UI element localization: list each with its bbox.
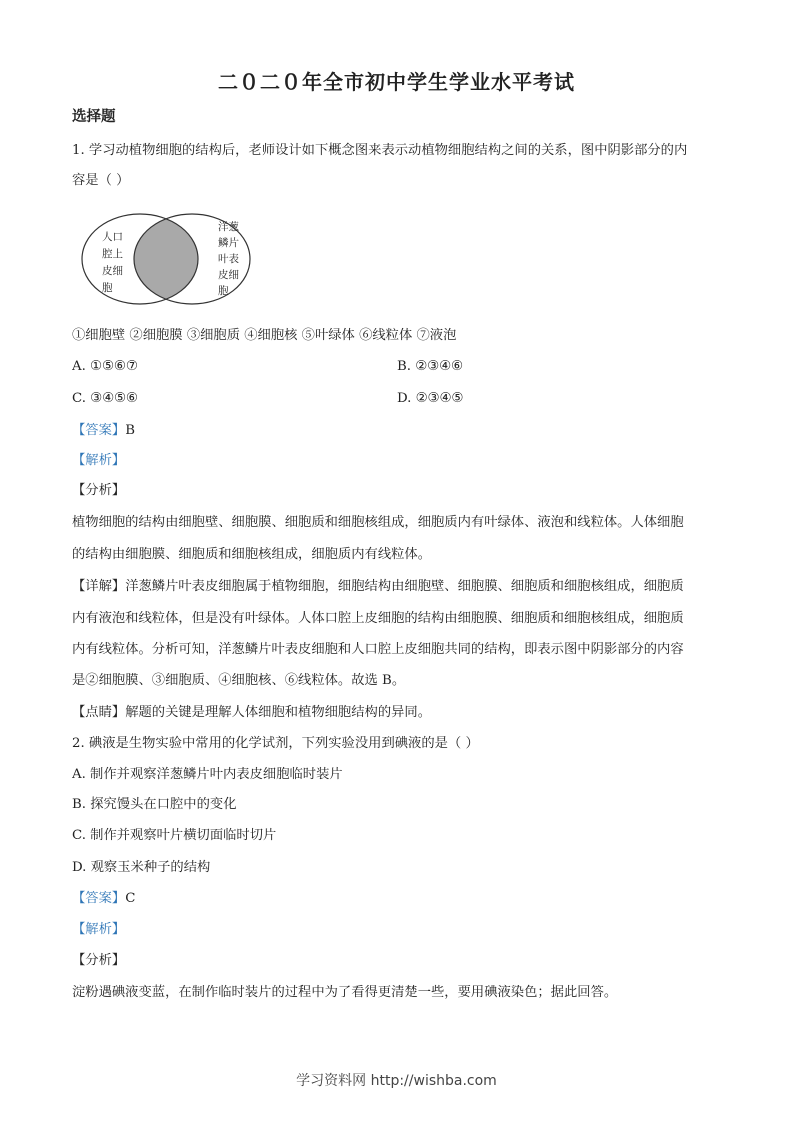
answer-value: C [125, 891, 136, 906]
q1-detail-line2: 内有液泡和线粒体，但是没有叶绿体。人体口腔上皮细胞的结构由细胞膜、细胞质和细胞核组成，细胞质 [72, 611, 684, 626]
document-title: 二０二０年全市初中学生学业水平考试 [218, 70, 575, 94]
q1-analysis-line2: 的结构由细胞膜、细胞质和细胞核组成，细胞质内有线粒体。 [72, 547, 432, 562]
venn-left-label [102, 230, 123, 294]
venn-right-text: 洋葱 [218, 221, 239, 233]
venn-right-text: 皮细 [218, 269, 239, 281]
q2-option-d: D. 观察玉米种子的结构 [72, 860, 211, 875]
detail-text: 洋葱鳞片叶表皮细胞属于植物细胞，细胞结构由细胞壁、细胞膜、细胞质和细胞核组成，细胞质 [125, 579, 684, 594]
venn-right-text: 胞 [218, 285, 229, 297]
venn-right-label [218, 220, 239, 297]
q1-detail-line1 [72, 578, 728, 596]
q1-option-c: C. ③④⑤⑥ [72, 391, 138, 406]
venn-right-text: 鳞片 [218, 237, 239, 249]
q1-option-row2 [72, 390, 728, 408]
q1-analysis-line1: 植物细胞的结构由细胞壁、细胞膜、细胞质和细胞核组成，细胞质内有叶绿体、液泡和线粒体。人体细胞 [72, 515, 684, 530]
q2-option-a: A. 制作并观察洋葱鳞片叶内表皮细胞临时装片 [72, 767, 343, 782]
q1-option-b: B. ②③④⑥ [397, 359, 463, 374]
venn-left-text: 人口 [102, 231, 123, 243]
q1-stem-line2: 容是（ ） [72, 173, 130, 188]
q1-items-line: ①细胞壁 ②细胞膜 ③细胞质 ④细胞核 ⑤叶绿体 ⑥线粒体 ⑦液泡 [72, 328, 457, 343]
q1-detail-line4: 是②细胞膜、③细胞质、④细胞核、⑥线粒体。故选 B。 [72, 673, 406, 688]
answer-label: 【答案】 [72, 423, 126, 438]
q2-jiexi-label: 【解析】 [72, 922, 126, 937]
q1-detail-line3: 内有线粒体。分析可知，洋葱鳞片叶表皮细胞和人口腔上皮细胞共同的结构，即表示图中阴影部分的内容 [72, 642, 684, 657]
q1-fenxi-label: 【分析】 [72, 483, 126, 498]
page-footer: 学习资料网 http://wishba.com [296, 1073, 497, 1089]
venn-left-text: 皮细 [102, 265, 123, 277]
answer-label: 【答案】 [72, 891, 126, 906]
q1-stem-line1: 1. 学习动植物细胞的结构后，老师设计如下概念图来表示动植物细胞结构之间的关系，图中阴影部分的内 [72, 143, 688, 158]
q1-answer [72, 422, 728, 440]
q1-option-d: D. ②③④⑤ [397, 391, 464, 406]
q2-answer [72, 890, 728, 908]
venn-left-text: 胞 [102, 282, 113, 294]
q1-option-row1 [72, 358, 728, 376]
q2-fenxi-label: 【分析】 [72, 953, 126, 968]
q2-option-c: C. 制作并观察叶片横切面临时切片 [72, 828, 277, 843]
dianjing-label: 【点睛】 [72, 705, 126, 720]
q1-option-a: A. ①⑤⑥⑦ [72, 359, 138, 374]
q1-dianjing [72, 704, 728, 722]
section-heading: 选择题 [72, 109, 116, 125]
dianjing-text: 解题的关键是理解人体细胞和植物细胞结构的异同。 [125, 705, 432, 720]
q1-jiexi-label: 【解析】 [72, 453, 126, 468]
venn-left-text: 腔上 [102, 248, 123, 260]
answer-value: B [125, 423, 135, 438]
venn-diagram [80, 210, 260, 308]
q2-analysis-line1: 淀粉遇碘液变蓝，在制作临时装片的过程中为了看得更清楚一些，要用碘液染色；据此回答。 [72, 985, 618, 1000]
venn-right-text: 叶表 [218, 253, 239, 265]
detail-label: 【详解】 [72, 579, 126, 594]
q2-option-b: B. 探究馒头在口腔中的变化 [72, 797, 237, 812]
q2-stem: 2. 碘液是生物实验中常用的化学试剂，下列实验没用到碘液的是（ ） [72, 736, 479, 751]
